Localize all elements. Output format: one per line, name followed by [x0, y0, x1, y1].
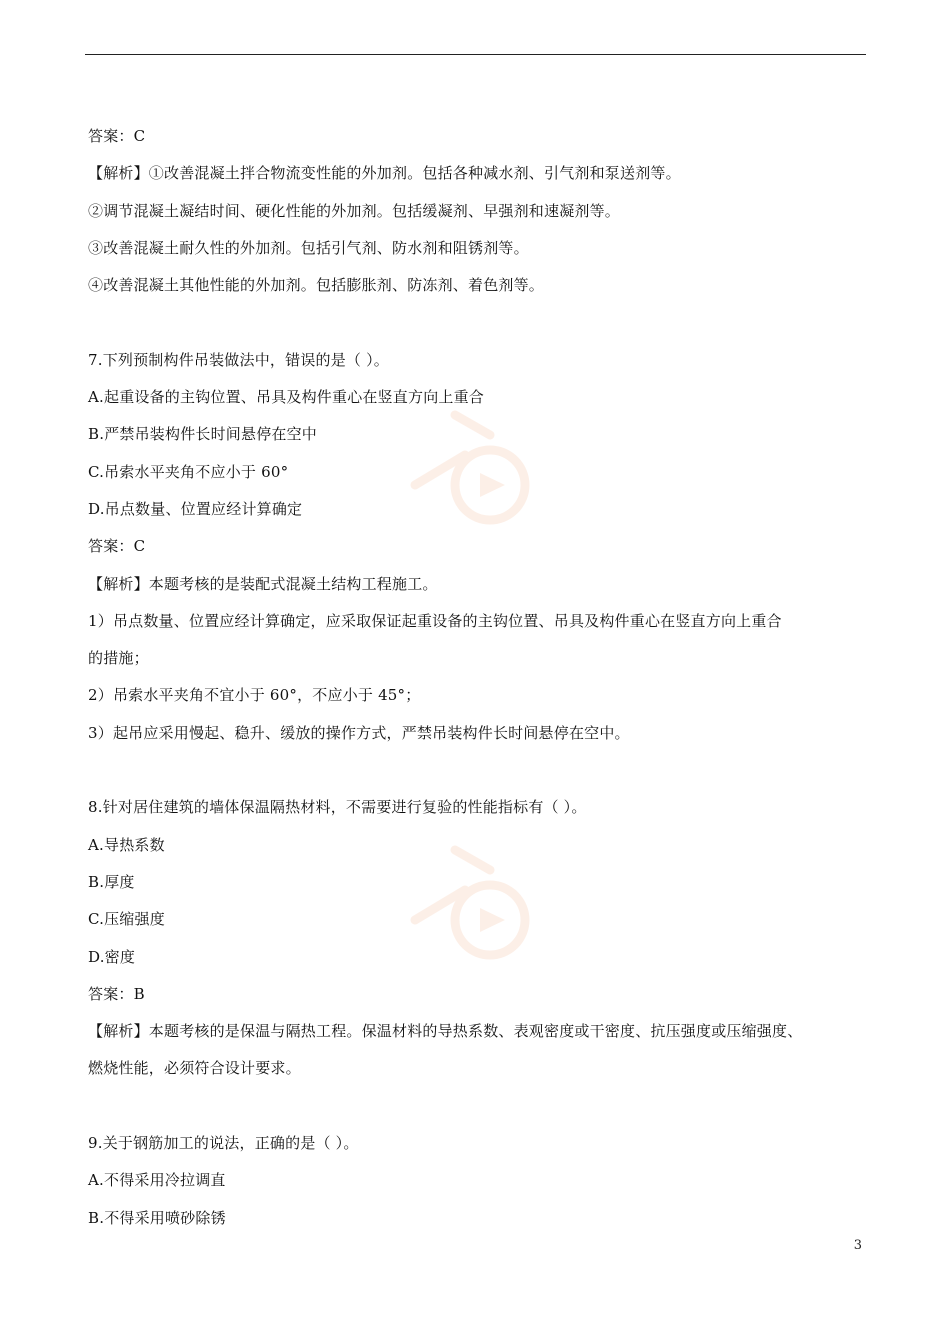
q6-analysis-line: ④改善混凝土其他性能的外加剂。包括膨胀剂、防冻剂、着色剂等。 — [88, 276, 545, 295]
q7-answer: 答案：C — [88, 537, 146, 556]
q7-analysis-line: 2）吊索水平夹角不宜小于 60°，不应小于 45°； — [88, 686, 421, 705]
document-body — [88, 118, 868, 1237]
q7-option-a: A.起重设备的主钩位置、吊具及构件重心在竖直方向上重合 — [88, 388, 485, 407]
q6-answer: 答案：C — [88, 127, 146, 145]
q8-analysis-line: 燃烧性能，必须符合设计要求。 — [88, 1059, 301, 1078]
spacer — [88, 1088, 868, 1125]
q8-option-b: B.厚度 — [88, 872, 135, 891]
q8-question: 8.针对居住建筑的墙体保温隔热材料，不需要进行复验的性能指标有（ ）。 — [88, 798, 587, 817]
q9-option-b: B.不得采用喷砂除锈 — [88, 1208, 226, 1227]
q7-analysis-line: 3）起吊应采用慢起、稳升、缓放的操作方式，严禁吊装构件长时间悬停在空中。 — [88, 723, 630, 742]
q7-question: 7.下列预制构件吊装做法中，错误的是（ ）。 — [88, 350, 389, 369]
q7-option-b: B.严禁吊装构件长时间悬停在空中 — [88, 425, 317, 444]
q9-option-a: A.不得采用冷拉调直 — [88, 1171, 226, 1190]
q8-option-c: C.压缩强度 — [88, 910, 165, 929]
spacer — [88, 752, 868, 789]
page-number: 3 — [853, 1238, 862, 1253]
q6-analysis-line: ②调节混凝土凝结时间、硬化性能的外加剂。包括缓凝剂、早强剂和速凝剂等。 — [88, 201, 621, 220]
q6-analysis-line: 【解析】①改善混凝土拌合物流变性能的外加剂。包括各种减水剂、引气剂和泵送剂等。 — [88, 164, 681, 183]
q8-analysis-line: 【解析】本题考核的是保温与隔热工程。保温材料的导热系数、表观密度或干密度、抗压强度或压缩强度、 — [88, 1022, 803, 1041]
q8-option-a: A.导热系数 — [88, 835, 165, 854]
q8-answer: 答案：B — [88, 984, 145, 1003]
spacer — [88, 304, 868, 341]
q7-option-d: D.吊点数量、位置应经计算确定 — [88, 499, 303, 518]
q8-option-d: D.密度 — [88, 947, 136, 966]
q6-analysis-line: ③改善混凝土耐久性的外加剂。包括引气剂、防水剂和阻锈剂等。 — [88, 238, 529, 257]
header-rule — [85, 54, 866, 55]
q9-question: 9.关于钢筋加工的说法，正确的是（ ）。 — [88, 1134, 359, 1153]
q7-analysis-line: 【解析】本题考核的是装配式混凝土结构工程施工。 — [88, 574, 438, 593]
q7-analysis-line: 1）吊点数量、位置应经计算确定，应采取保证起重设备的主钩位置、吊具及构件重心在竖直方向上重合 — [88, 611, 782, 630]
q7-option-c: C.吊索水平夹角不应小于 60° — [88, 462, 289, 481]
q7-analysis-line: 的措施； — [88, 649, 149, 668]
